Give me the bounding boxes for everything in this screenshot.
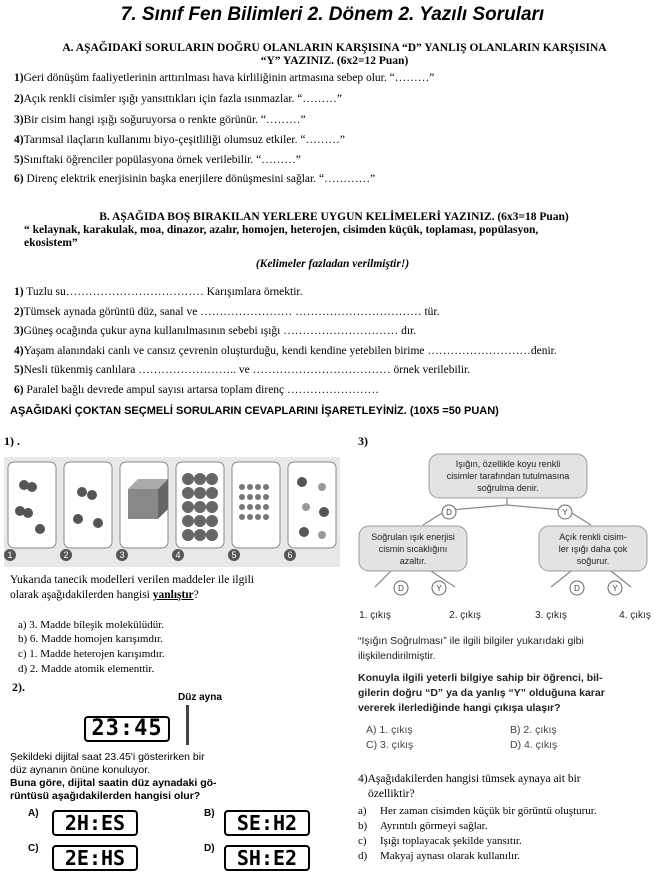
exit-1: 1. çıkış — [359, 610, 391, 621]
q1-option-c[interactable]: c) 1. Madde heterojen karışımdır. — [18, 648, 165, 660]
word-bank-note: (Kelimeler fazladan verilmiştir!) — [255, 258, 410, 270]
particle — [35, 524, 45, 534]
q1-option-b[interactable]: b) 6. Madde homojen karışımdır. — [18, 633, 163, 645]
q4-option-b[interactable]: b) Ayrıntılı görmeyi sağlar. — [358, 820, 488, 832]
particle — [302, 503, 310, 511]
word-bank-line1: “ kelaynak, karakulak, moa, dinazor, azalır, homojen, heterojen, cisimden küçük, toplaması, popülasyon, — [24, 224, 539, 236]
q3-text2-line2: gilerin doğru “D” ya da yanlış “Y” olduğuna karar — [358, 687, 605, 699]
q2-stem-line3: Buna göre, dijital saatin düz aynadaki gö- — [10, 777, 217, 789]
mirror-line — [186, 705, 189, 745]
tf-question-3: 3)Bir cisim hangi ışığı soğuruyorsa o renkte görünür. “………” — [14, 114, 306, 126]
q2-stem-line2: düz aynanın önüne konuluyor. — [10, 764, 151, 776]
particle — [93, 518, 103, 528]
q3-text2-line3: vererek ilerlediğinde hangi çıkışa ulaşır? — [358, 702, 561, 714]
fill-question-2: 2)Tümsek aynada görüntü düz, sanal ve …………………… …………………………… tür. — [14, 306, 440, 318]
q4-stem-line1: 4)Aşağıdakilerden hangisi tümsek aynaya ait bir — [358, 773, 581, 785]
particle — [27, 482, 37, 492]
q2-option-b-letter: B) — [204, 808, 215, 819]
section-b-heading — [24, 211, 644, 250]
mcq-section-title: AŞAĞIDAKİ ÇOKTAN SEÇMELİ SORULARIN CEVAPLARINI İŞARETLEYİNİZ. (10X5 =50 PUAN) — [10, 405, 499, 417]
page-title: 7. Sınıf Fen Bilimleri 2. Dönem 2. Yazılı Soruları — [120, 4, 545, 25]
tf-question-6: 6) Direnç elektrik enerjisinin başka enerjilere dönüşmesini sağlar. “…………” — [14, 173, 376, 185]
q2-option-a[interactable]: 2H:ES — [52, 810, 138, 836]
section-a-heading-line1: A. AŞAĞIDAKİ SORULARIN DOĞRU OLANLARIN KARŞISINA “D” YANLIŞ OLANLARIN KARŞISINA — [62, 42, 607, 54]
q3-option-d[interactable]: D) 4. çıkış — [510, 739, 558, 751]
exit-4: 4. çıkış — [619, 610, 651, 621]
mirror-label: Düz ayna — [178, 692, 222, 703]
q2-option-b[interactable]: SE:H2 — [224, 810, 310, 836]
q2-option-d[interactable]: SH:E2 — [224, 845, 310, 871]
q2-option-a-letter: A) — [28, 808, 39, 819]
q2-option-d-letter: D) — [204, 843, 215, 854]
d-label-top: D — [446, 508, 452, 517]
top-box-line3: soğrulma denir. — [477, 483, 539, 493]
model-label-1: 1 — [7, 550, 13, 560]
q1-stem-line1: Yukarıda tanecik modelleri verilen maddeler ile ilgili — [10, 574, 254, 586]
left-box-line2: cismin sıcaklığını — [378, 544, 448, 554]
model-box-6 — [288, 462, 336, 548]
section-a-heading-line2: “Y” YAZINIZ. (6x2=12 Puan) — [260, 55, 409, 67]
fill-question-4: 4)Yaşam alanındaki canlı ve cansız çevrenin oluşturduğu, kendi kendine yetebilen birime ………………………denir. — [14, 345, 557, 357]
q1-option-a[interactable]: a) 3. Madde bileşik molekülüdür. — [18, 619, 165, 631]
q2-stem-line4: rüntüsü aşağıdakilerden hangisi olur? — [10, 790, 201, 802]
y-label-right: Y — [612, 584, 618, 593]
y-label-top: Y — [562, 508, 568, 517]
d-label-left: D — [398, 584, 404, 593]
q2-number: 2). — [12, 680, 25, 694]
left-box-line1: Soğrulan ışık enerjisi — [371, 532, 455, 542]
q2-option-c-letter: C) — [28, 843, 39, 854]
particle-cluster — [182, 473, 218, 541]
model-label-2: 2 — [63, 550, 69, 560]
q2-stem-line1: Şekildeki dijital saat 23.45'i gösterirken bir — [10, 751, 205, 763]
q3-text1-line1: “Işığın Soğrulması” ile ilgili bilgiler yukarıdaki gibi — [358, 635, 584, 647]
y-label-left: Y — [436, 584, 442, 593]
fill-question-5: 5)Nesli tükenmiş canlılara …………………….. ve ……………………………… örnek verilebilir. — [14, 364, 471, 376]
section-b-title: B. AŞAĞIDA BOŞ BIRAKILAN YERLERE UYGUN KELİMELERİ YAZINIZ. (6x3=18 Puan) — [99, 211, 569, 223]
q4-option-a[interactable]: a) Her zaman cisimden küçük bir görüntü oluşturur. — [358, 805, 597, 817]
particle — [87, 490, 97, 500]
q3-text1-line2: ilişkilendirilmiştir. — [358, 650, 436, 662]
particle — [297, 477, 307, 487]
model-label-4: 4 — [175, 550, 181, 560]
d-label-right: D — [574, 584, 580, 593]
model-box-1 — [8, 462, 56, 548]
model-label-6: 6 — [287, 550, 293, 560]
particle — [299, 527, 309, 537]
tf-question-5: 5)Sınıftaki öğrenciler popülasyona örnek verilebilir. “………” — [14, 154, 301, 166]
particle — [73, 514, 83, 524]
q4-option-d[interactable]: d) Makyaj aynası olarak kullanılır. — [358, 850, 520, 862]
q3-option-b[interactable]: B) 2. çıkış — [510, 724, 557, 736]
left-box-line3: azaltır. — [399, 556, 427, 566]
top-box-line1: Işığın, özellikle koyu renkli — [455, 459, 561, 469]
q1-stem-line2: olarak aşağıdakilerden hangisi yanlıştır? — [10, 589, 199, 601]
tf-question-2: 2)Açık renkli cisimler ışığı yansıttıkları için fazla ısınmazlar. “………” — [14, 93, 342, 105]
absorption-flowchart — [355, 450, 660, 625]
section-a-heading — [12, 42, 657, 68]
q3-option-a[interactable]: A) 1. çıkış — [366, 724, 413, 736]
model-box-2 — [64, 462, 112, 548]
fill-question-6: 6) Paralel bağlı devrede ampul sayısı artarsa toplam direnç …………………… — [14, 384, 380, 396]
particle — [23, 508, 33, 518]
exit-3: 3. çıkış — [535, 610, 567, 621]
q3-option-c[interactable]: C) 3. çıkış — [366, 739, 414, 751]
q4-option-c[interactable]: c) Işığı toplayacak şekilde yansıtır. — [358, 835, 522, 847]
lattice-cube — [128, 479, 168, 519]
particle — [318, 483, 326, 491]
model-label-3: 3 — [119, 550, 125, 560]
particle — [318, 531, 326, 539]
particle — [77, 487, 87, 497]
q4-stem-line2: özelliktir? — [368, 788, 415, 800]
model-label-5: 5 — [231, 550, 237, 560]
digital-clock: 23:45 — [84, 716, 170, 742]
fill-question-3: 3)Güneş ocağında çukur ayna kullanılmasının sebebi ışığı ………………………… dır. — [14, 325, 417, 337]
q1-option-d[interactable]: d) 2. Madde atomik elementtir. — [18, 663, 155, 675]
particle-models-figure — [4, 457, 340, 567]
right-box-line2: ler ışığı daha çok — [558, 544, 628, 554]
tf-question-1: 1)Geri dönüşüm faaliyetlerinin arttırılması hava kirliliğinin artmasına sebep olur. “………” — [14, 72, 435, 84]
right-box-line3: soğurur. — [576, 556, 610, 566]
top-box-line2: cisimler tarafından tutulmasına — [446, 471, 570, 481]
q2-option-c[interactable]: 2E:HS — [52, 845, 138, 871]
q1-number: 1) . — [4, 434, 20, 448]
right-box-line1: Açık renkli cisim- — [559, 532, 627, 542]
tf-question-4: 4)Tarımsal ilaçların kullanımı biyo-çeşitliliği olumsuz etkiler. “………” — [14, 134, 346, 146]
q3-text2-line1: Konuyla ilgili yeterli bilgiye sahip bir öğrenci, bil- — [358, 672, 603, 684]
word-bank-line2: ekosistem” — [24, 237, 78, 249]
fill-question-1: 1) Tuzlu su……………………………… Karışımlara örnektir. — [14, 286, 303, 298]
q3-number: 3) — [358, 434, 368, 448]
exit-2: 2. çıkış — [449, 610, 481, 621]
particle — [319, 507, 329, 517]
